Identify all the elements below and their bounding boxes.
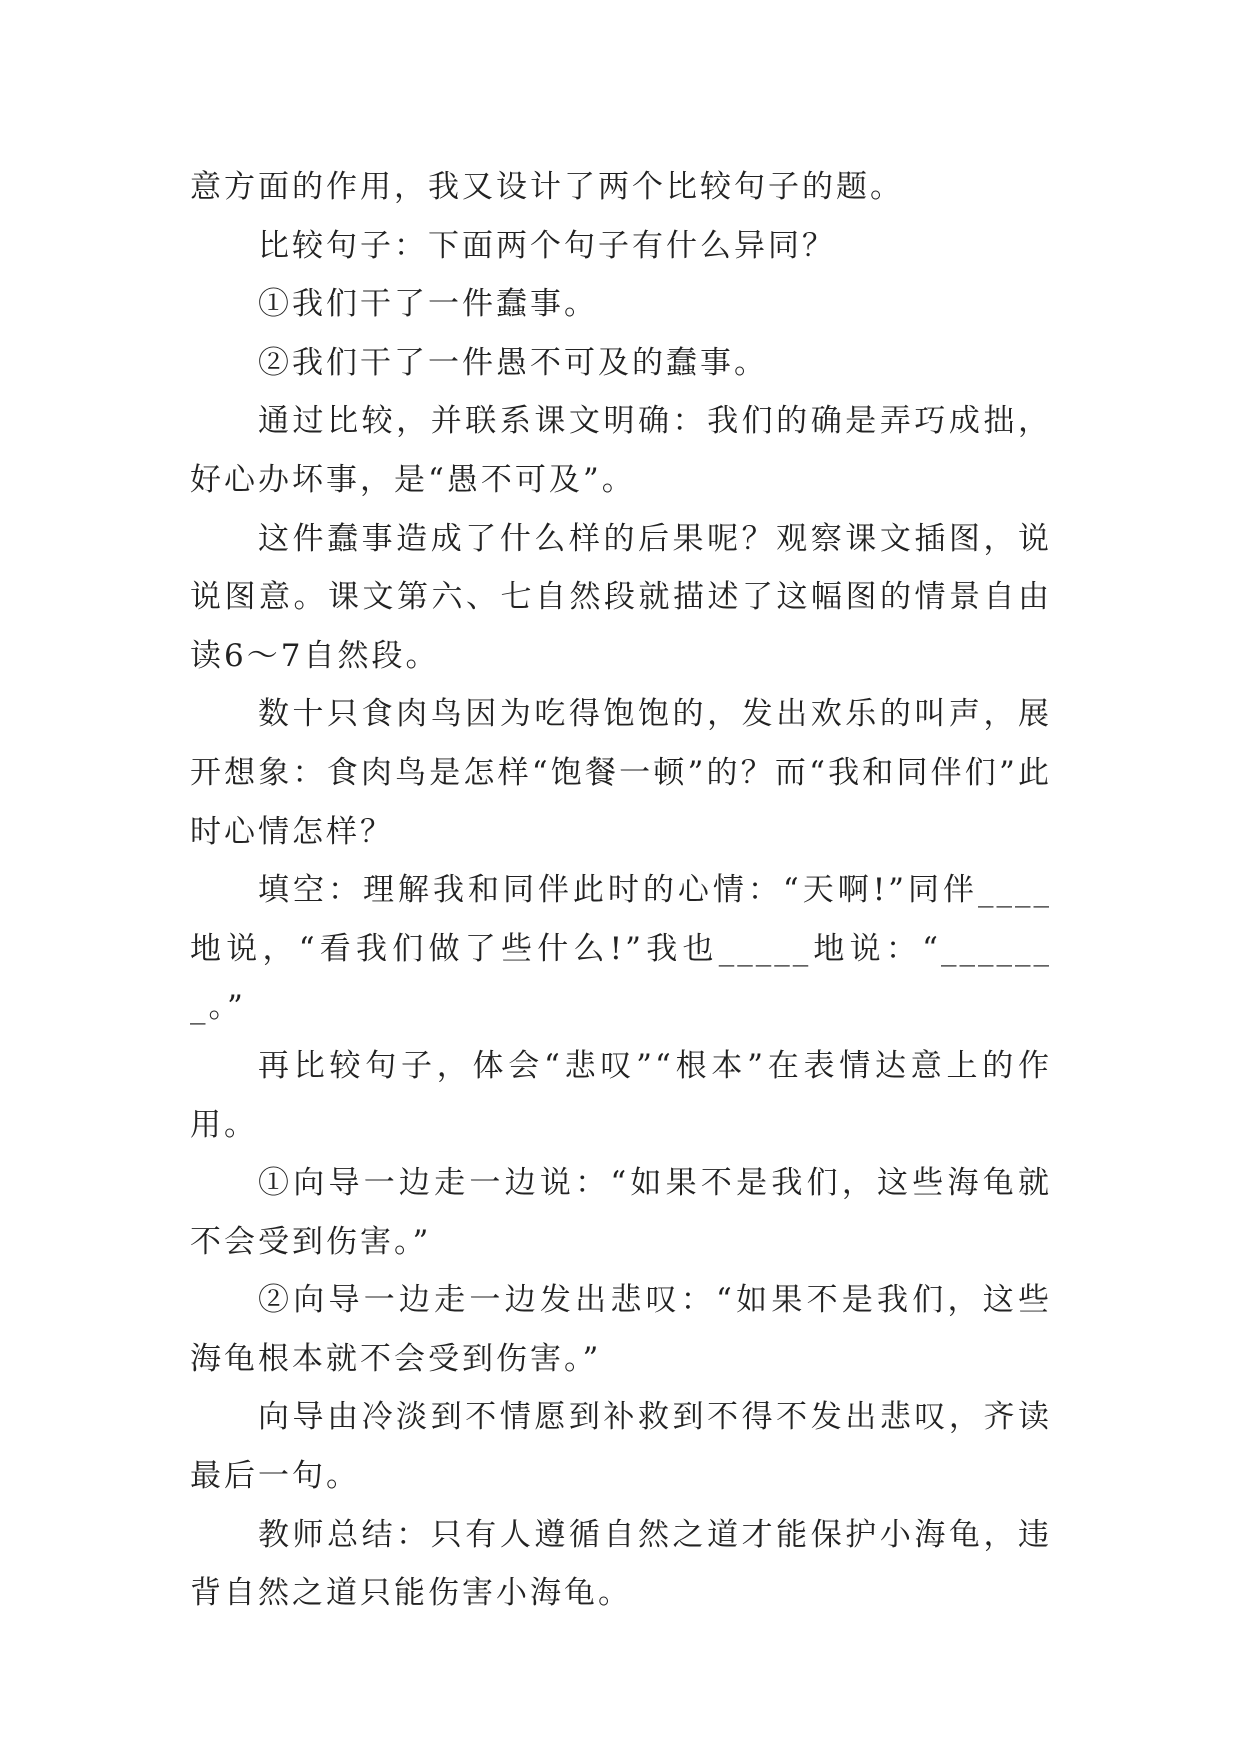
paragraph-3: ①我们干了一件蠢事。 (258, 286, 598, 323)
paragraph-4: ②我们干了一件愚不可及的蠢事。 (258, 344, 768, 381)
paragraph-13: 教师总结：只有人遵循自然之道才能保护小海龟，违背自然之道只能伤害小海龟。 (190, 1516, 1052, 1612)
paragraph-10: ①向导一边走一边说：“如果不是我们，这些海龟就不会受到伤害。” (190, 1165, 1052, 1260)
paragraph-8: 填空：理解我和同伴此时的心情：“天啊!”同伴____地说，“看我们做了些什么!”我也_____地说：“_______。” (190, 872, 1052, 1026)
paragraph-12: 向导由冷淡到不情愿到补救到不得不发出悲叹，齐读最后一句。 (190, 1399, 1052, 1495)
paragraph-11: ②向导一边走一边发出悲叹：“如果不是我们，这些海龟根本就不会受到伤害。” (190, 1282, 1052, 1377)
paragraph-1: 意方面的作用，我又设计了两个比较句子的题。 (190, 169, 904, 205)
document-body (190, 158, 1052, 1623)
paragraph-6: 这件蠢事造成了什么样的后果呢？观察课文插图，说说图意。课文第六、七自然段就描述了这幅图的情景自由读6～7自然段。 (190, 520, 1052, 674)
paragraph-7: 数十只食肉鸟因为吃得饱饱的，发出欢乐的叫声，展开想象：食肉鸟是怎样“饱餐一顿”的？而“我和同伴们”此时心情怎样？ (190, 696, 1052, 850)
paragraph-5: 通过比较，并联系课文明确：我们的确是弄巧成拙，好心办坏事，是“愚不可及”。 (190, 403, 1052, 498)
paragraph-9: 再比较句子，体会“悲叹”“根本”在表情达意上的作用。 (190, 1047, 1052, 1143)
paragraph-2: 比较句子：下面两个句子有什么异同？ (258, 227, 836, 264)
